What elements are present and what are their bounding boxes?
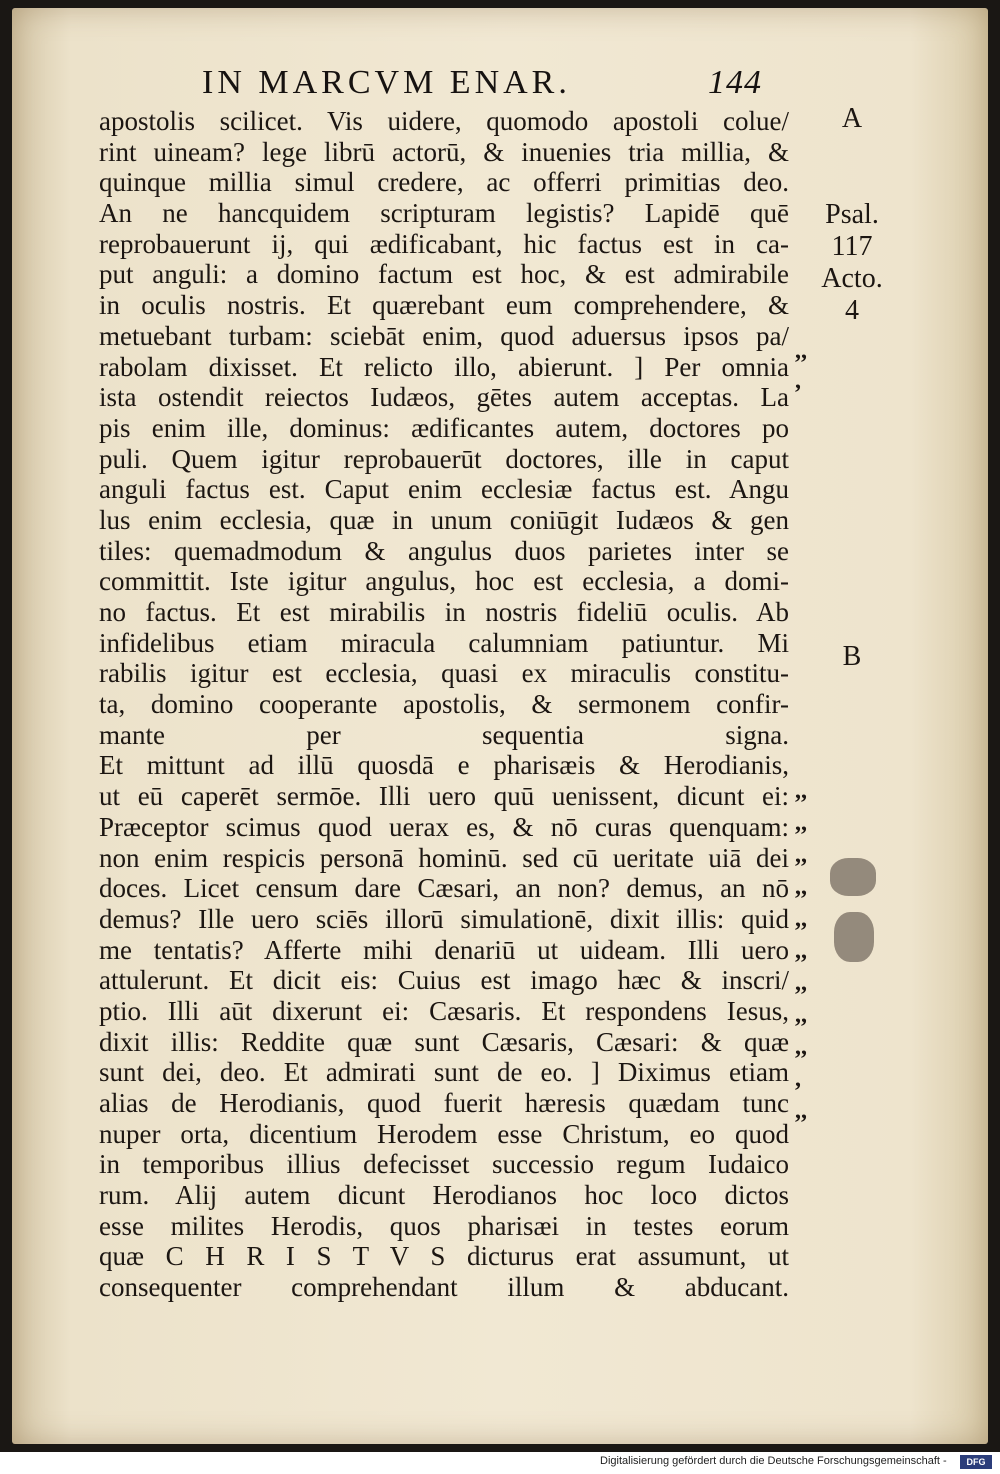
margin-ref-psal-number: 117	[831, 231, 873, 262]
text-line: no factus. Et est mirabilis in nostris fideliū oculis. Ab	[99, 597, 789, 627]
text-line: apostolis scilicet. Vis uidere, quomodo apostoli colue/	[99, 106, 789, 136]
text-line: metuebant turbam: sciebāt enim, quod aduersus ipsos pa/	[99, 320, 789, 351]
text-line: ut eū caperēt sermōe. Illi uero quū uenissent, dicunt ei:	[99, 781, 789, 812]
quote-mark: ,	[795, 368, 801, 394]
quote-mark: ,,	[795, 938, 807, 964]
text-line: doces. Licet censum dare Cæsari, an non? demus, an nō	[99, 873, 789, 904]
quote-mark: ,,	[795, 1002, 807, 1028]
quote-mark: ,,	[795, 970, 807, 996]
quote-mark: ,,	[795, 338, 807, 364]
quote-mark: ,,	[795, 1034, 807, 1060]
text-line: esse milites Herodis, quos pharisæi in testes eorum	[99, 1210, 789, 1241]
text-line: Præceptor scimus quod uerax es, & nō curas quenquam:	[99, 811, 789, 842]
text-line: alias de Herodianis, quod fuerit hæresis quædam tunc	[99, 1088, 789, 1118]
text-line: puli. Quem igitur reprobauerūt doctores, ille in caput	[99, 443, 789, 474]
running-header	[202, 64, 762, 104]
text-line: in oculis nostris. Et quærebant eum comprehendere, &	[99, 290, 789, 321]
text-line: mante per sequentia signa.	[99, 719, 789, 750]
margin-ref-acto-number: 4	[845, 295, 859, 326]
text-line: put anguli: a domino factum est hoc, & est admirabile	[99, 259, 789, 290]
text-line: in temporibus illius defecisset successio regum Iudaico	[99, 1149, 789, 1180]
text-line: sunt dei, deo. Et admirati sunt de eo. ] Diximus etiam	[99, 1057, 789, 1088]
ink-blot	[834, 912, 874, 962]
text-line: tiles: quemadmodum & angulus duos parietes inter se	[99, 535, 789, 566]
body-text	[99, 106, 789, 1303]
page-number: 144	[708, 64, 762, 101]
text-line: demus? Ille uero sciēs illorū simulationē, dixit illis: quid	[99, 903, 789, 934]
text-line: rabolam dixisset. Et relicto illo, abierunt. ] Per omnia	[99, 351, 789, 382]
quote-mark: ,,	[795, 842, 807, 868]
text-line: consequenter comprehendant illum & abducant.	[99, 1272, 789, 1303]
text-line: ptio. Illi aūt dixerunt ei: Cæsaris. Et respondens Iesus,	[99, 995, 789, 1026]
text-line: ta, domino cooperante apostolis, & sermonem confir-	[99, 689, 789, 720]
text-line: me tentatis? Afferte mihi denariū ut uideam. Illi uero	[99, 934, 789, 965]
text-line: pis enim ille, dominus: ædificantes autem, doctores po	[99, 412, 789, 443]
text-line: quinque millia simul credere, ac offerri primitias deo.	[99, 167, 789, 198]
text-line: rum. Alij autem dicunt Herodianos hoc loco dictos	[99, 1180, 789, 1211]
text-line: ista ostendit reiectos Iudæos, gētes autem acceptas. La	[99, 382, 789, 413]
text-line: anguli factus est. Caput enim ecclesiæ factus est. Angu	[99, 474, 789, 505]
quote-mark: ,,	[795, 906, 807, 932]
dfg-logo: DFG	[960, 1455, 992, 1469]
margin-ref-acto: Acto.	[821, 263, 883, 294]
text-line: rabilis igitur est ecclesia, quasi ex miraculis constitu-	[99, 658, 789, 689]
running-title: IN MARCVM ENAR.	[202, 64, 571, 101]
margin-ref-psal: Psal.	[825, 199, 879, 230]
text-line: infidelibus etiam miracula calumniam patiuntur. Mi	[99, 627, 789, 658]
text-line: nuper orta, dicentium Herodem esse Christum, eo quod	[99, 1118, 789, 1149]
digitization-credit: Digitalisierung gefördert durch die Deutsche Forschungsgemeinschaft -	[600, 1455, 947, 1467]
text-line: lus enim ecclesia, quæ in unum coniūgit Iudæos & gen	[99, 504, 789, 535]
text-line: committit. Iste igitur angulus, hoc est ecclesia, a domi-	[99, 566, 789, 597]
ink-blot	[830, 858, 876, 896]
text-line: rint uineam? lege librū actorū, & inuenies tria millia, &	[99, 136, 789, 167]
quote-mark: ,	[795, 1066, 801, 1092]
text-line: An ne hancquidem scripturam legistis? Lapidē quē	[99, 198, 789, 229]
quote-mark: ,,	[795, 1098, 807, 1124]
margin-letter-b: B	[842, 641, 862, 672]
quote-mark: ,,	[795, 810, 807, 836]
text-line: Et mittunt ad illū quosdā e pharisæis & Herodianis,	[99, 750, 789, 781]
quote-mark: ,,	[795, 874, 807, 900]
text-line: attulerunt. Et dicit eis: Cuius est imago hæc & inscri/	[99, 965, 789, 996]
text-line: quæ C H R I S T V S dicturus erat assumunt, ut	[99, 1241, 789, 1272]
text-line: dixit illis: Reddite quæ sunt Cæsaris, Cæsari: & quæ	[99, 1026, 789, 1057]
text-line: non enim respicis personā hominū. sed cū ueritate uiā dei	[99, 842, 789, 873]
text-line: reprobauerunt ij, qui ædificabant, hic factus est in ca-	[99, 228, 789, 259]
margin-letter-a: A	[841, 103, 863, 134]
quote-mark: ,,	[795, 778, 807, 804]
book-page	[12, 8, 988, 1444]
